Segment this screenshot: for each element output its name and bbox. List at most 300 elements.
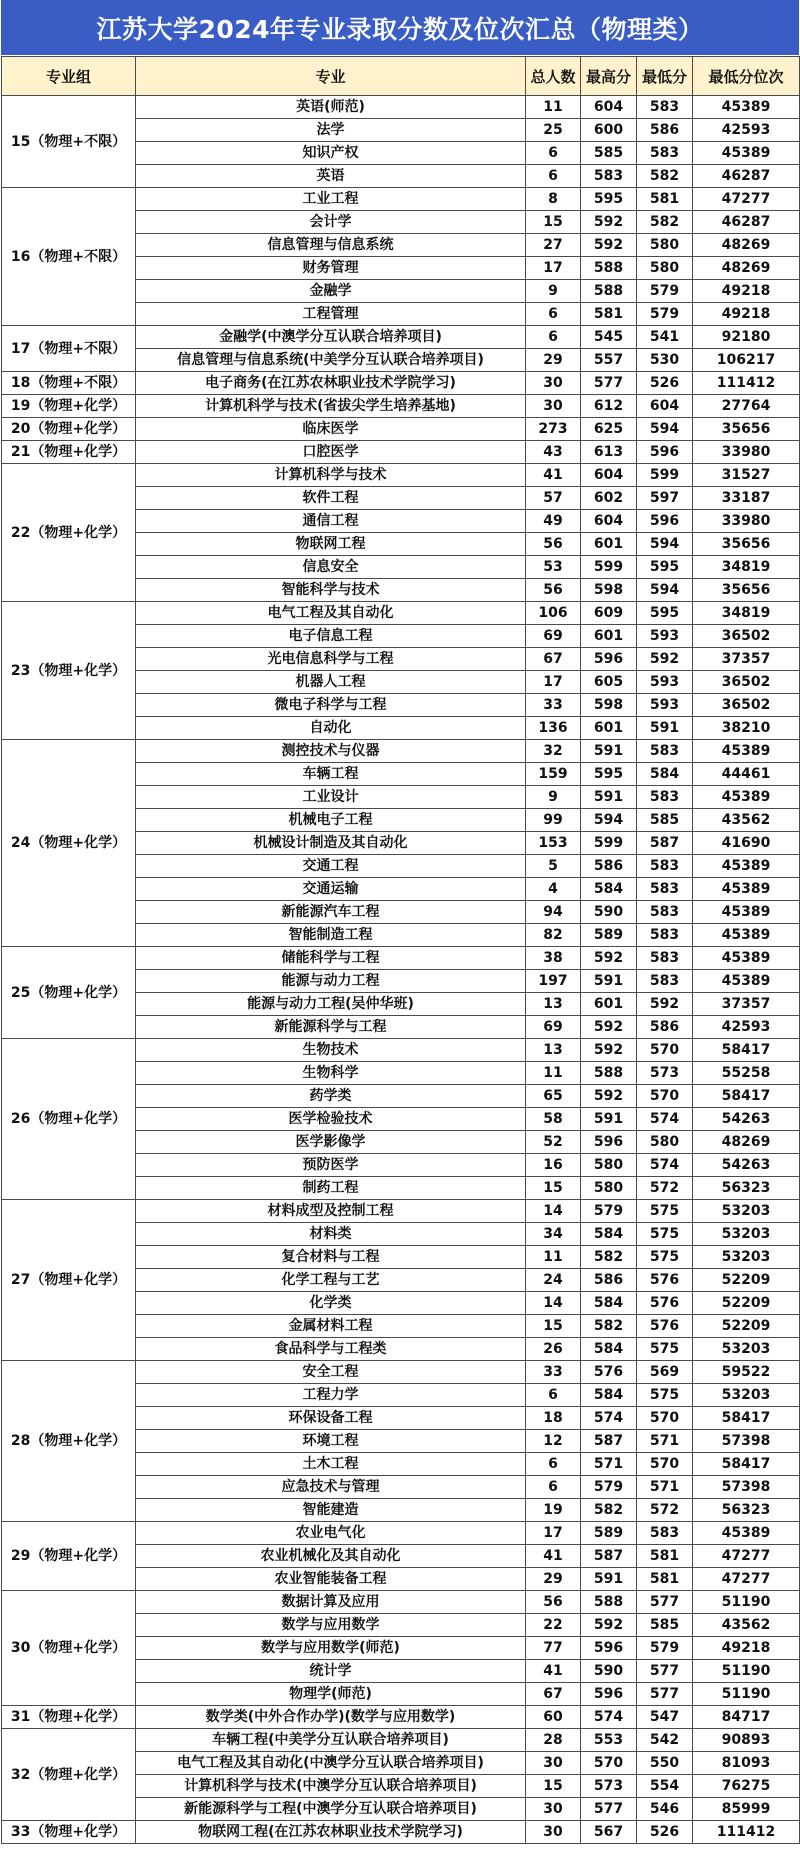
min-score-cell: 592 [637, 648, 693, 671]
min-rank-cell: 52209 [693, 1292, 800, 1315]
major-cell: 新能源汽车工程 [136, 901, 526, 924]
major-cell: 自动化 [136, 717, 526, 740]
min-score-cell: 581 [637, 188, 693, 211]
major-cell: 农业智能装备工程 [136, 1568, 526, 1591]
min-rank-cell: 45389 [693, 901, 800, 924]
major-cell: 统计学 [136, 1660, 526, 1683]
min-score-cell: 582 [637, 211, 693, 234]
min-score-cell: 594 [637, 533, 693, 556]
total-cell: 15 [526, 1177, 581, 1200]
min-rank-cell: 49218 [693, 280, 800, 303]
max-score-cell: 584 [581, 1338, 637, 1361]
min-rank-cell: 53203 [693, 1246, 800, 1269]
total-cell: 99 [526, 809, 581, 832]
major-cell: 农业机械化及其自动化 [136, 1545, 526, 1568]
max-score-cell: 574 [581, 1706, 637, 1729]
major-cell: 数学与应用数学 [136, 1614, 526, 1637]
min-score-cell: 574 [637, 1154, 693, 1177]
major-cell: 数学类(中外合作办学)(数学与应用数学) [136, 1706, 526, 1729]
min-rank-cell: 34819 [693, 556, 800, 579]
total-cell: 13 [526, 1039, 581, 1062]
min-score-cell: 583 [637, 901, 693, 924]
max-score-cell: 567 [581, 1821, 637, 1844]
max-score-cell: 583 [581, 165, 637, 188]
group-cell: 16（物理+不限） [2, 188, 136, 326]
max-score-cell: 576 [581, 1361, 637, 1384]
major-cell: 物理学(师范) [136, 1683, 526, 1706]
max-score-cell: 601 [581, 717, 637, 740]
total-cell: 65 [526, 1085, 581, 1108]
total-cell: 56 [526, 579, 581, 602]
min-rank-cell: 90893 [693, 1729, 800, 1752]
major-cell: 环境工程 [136, 1430, 526, 1453]
total-cell: 12 [526, 1430, 581, 1453]
table-body [2, 96, 800, 1844]
major-cell: 电气工程及其自动化 [136, 602, 526, 625]
total-cell: 30 [526, 1798, 581, 1821]
min-score-cell: 574 [637, 1108, 693, 1131]
max-score-cell: 596 [581, 1637, 637, 1660]
major-cell: 英语(师范) [136, 96, 526, 119]
column-header-group: 专业组 [2, 57, 136, 96]
min-rank-cell: 58417 [693, 1453, 800, 1476]
max-score-cell: 592 [581, 1085, 637, 1108]
max-score-cell: 553 [581, 1729, 637, 1752]
total-cell: 106 [526, 602, 581, 625]
max-score-cell: 591 [581, 786, 637, 809]
major-cell: 工程力学 [136, 1384, 526, 1407]
max-score-cell: 571 [581, 1453, 637, 1476]
max-score-cell: 588 [581, 1062, 637, 1085]
min-rank-cell: 53203 [693, 1384, 800, 1407]
max-score-cell: 589 [581, 924, 637, 947]
total-cell: 6 [526, 142, 581, 165]
max-score-cell: 585 [581, 142, 637, 165]
total-cell: 28 [526, 1729, 581, 1752]
min-score-cell: 571 [637, 1476, 693, 1499]
major-cell: 机械电子工程 [136, 809, 526, 832]
min-rank-cell: 45389 [693, 1522, 800, 1545]
min-score-cell: 579 [637, 1637, 693, 1660]
table-row [2, 740, 800, 763]
total-cell: 5 [526, 855, 581, 878]
min-score-cell: 575 [637, 1338, 693, 1361]
total-cell: 6 [526, 326, 581, 349]
admission-table [1, 56, 800, 1844]
min-score-cell: 593 [637, 671, 693, 694]
min-score-cell: 575 [637, 1200, 693, 1223]
max-score-cell: 582 [581, 1246, 637, 1269]
major-cell: 生物科学 [136, 1062, 526, 1085]
total-cell: 58 [526, 1108, 581, 1131]
min-rank-cell: 45389 [693, 924, 800, 947]
min-rank-cell: 76275 [693, 1775, 800, 1798]
table-row [2, 188, 800, 211]
min-rank-cell: 56323 [693, 1177, 800, 1200]
min-rank-cell: 33980 [693, 510, 800, 533]
table-row [2, 326, 800, 349]
min-score-cell: 595 [637, 556, 693, 579]
min-score-cell: 570 [637, 1453, 693, 1476]
major-cell: 法学 [136, 119, 526, 142]
total-cell: 41 [526, 1660, 581, 1683]
min-rank-cell: 59522 [693, 1361, 800, 1384]
min-rank-cell: 38210 [693, 717, 800, 740]
min-rank-cell: 41690 [693, 832, 800, 855]
major-cell: 生物技术 [136, 1039, 526, 1062]
min-rank-cell: 49218 [693, 1637, 800, 1660]
major-cell: 信息安全 [136, 556, 526, 579]
min-rank-cell: 48269 [693, 257, 800, 280]
min-score-cell: 595 [637, 602, 693, 625]
min-score-cell: 584 [637, 763, 693, 786]
max-score-cell: 588 [581, 280, 637, 303]
min-score-cell: 570 [637, 1407, 693, 1430]
major-cell: 微电子科学与工程 [136, 694, 526, 717]
total-cell: 56 [526, 1591, 581, 1614]
total-cell: 15 [526, 1775, 581, 1798]
min-rank-cell: 85999 [693, 1798, 800, 1821]
major-cell: 通信工程 [136, 510, 526, 533]
max-score-cell: 580 [581, 1154, 637, 1177]
min-score-cell: 582 [637, 165, 693, 188]
min-score-cell: 583 [637, 786, 693, 809]
major-cell: 复合材料与工程 [136, 1246, 526, 1269]
max-score-cell: 592 [581, 211, 637, 234]
min-rank-cell: 45389 [693, 970, 800, 993]
min-score-cell: 580 [637, 234, 693, 257]
major-cell: 软件工程 [136, 487, 526, 510]
total-cell: 15 [526, 1315, 581, 1338]
min-score-cell: 583 [637, 142, 693, 165]
max-score-cell: 591 [581, 1568, 637, 1591]
min-rank-cell: 35656 [693, 533, 800, 556]
max-score-cell: 596 [581, 1683, 637, 1706]
major-cell: 能源与动力工程(吴仲华班) [136, 993, 526, 1016]
total-cell: 25 [526, 119, 581, 142]
major-cell: 信息管理与信息系统 [136, 234, 526, 257]
min-rank-cell: 53203 [693, 1223, 800, 1246]
min-score-cell: 579 [637, 303, 693, 326]
major-cell: 金融学(中澳学分互认联合培养项目) [136, 326, 526, 349]
major-cell: 会计学 [136, 211, 526, 234]
max-score-cell: 598 [581, 694, 637, 717]
max-score-cell: 605 [581, 671, 637, 694]
major-cell: 医学检验技术 [136, 1108, 526, 1131]
total-cell: 57 [526, 487, 581, 510]
min-score-cell: 554 [637, 1775, 693, 1798]
min-score-cell: 591 [637, 717, 693, 740]
group-cell: 17（物理+不限） [2, 326, 136, 372]
min-score-cell: 546 [637, 1798, 693, 1821]
total-cell: 30 [526, 395, 581, 418]
max-score-cell: 590 [581, 1660, 637, 1683]
total-cell: 6 [526, 1476, 581, 1499]
max-score-cell: 601 [581, 993, 637, 1016]
total-cell: 11 [526, 1062, 581, 1085]
max-score-cell: 587 [581, 1545, 637, 1568]
table-row [2, 1361, 800, 1384]
min-score-cell: 570 [637, 1085, 693, 1108]
max-score-cell: 557 [581, 349, 637, 372]
column-header-min-score: 最低分 [637, 57, 693, 96]
total-cell: 6 [526, 1384, 581, 1407]
min-rank-cell: 51190 [693, 1591, 800, 1614]
min-score-cell: 576 [637, 1269, 693, 1292]
total-cell: 17 [526, 257, 581, 280]
major-cell: 知识产权 [136, 142, 526, 165]
max-score-cell: 601 [581, 625, 637, 648]
total-cell: 9 [526, 280, 581, 303]
max-score-cell: 604 [581, 96, 637, 119]
min-score-cell: 576 [637, 1315, 693, 1338]
major-cell: 交通运输 [136, 878, 526, 901]
max-score-cell: 599 [581, 556, 637, 579]
major-cell: 能源与动力工程 [136, 970, 526, 993]
min-rank-cell: 53203 [693, 1200, 800, 1223]
total-cell: 9 [526, 786, 581, 809]
min-score-cell: 583 [637, 924, 693, 947]
min-score-cell: 526 [637, 1821, 693, 1844]
min-score-cell: 583 [637, 1522, 693, 1545]
table-header-row [2, 57, 800, 96]
max-score-cell: 613 [581, 441, 637, 464]
max-score-cell: 589 [581, 1522, 637, 1545]
min-score-cell: 587 [637, 832, 693, 855]
major-cell: 化学工程与工艺 [136, 1269, 526, 1292]
total-cell: 136 [526, 717, 581, 740]
min-rank-cell: 51190 [693, 1683, 800, 1706]
max-score-cell: 581 [581, 303, 637, 326]
min-score-cell: 596 [637, 441, 693, 464]
min-rank-cell: 54263 [693, 1108, 800, 1131]
min-rank-cell: 48269 [693, 1131, 800, 1154]
min-rank-cell: 45389 [693, 878, 800, 901]
total-cell: 4 [526, 878, 581, 901]
min-score-cell: 579 [637, 280, 693, 303]
group-cell: 19（物理+化学） [2, 395, 136, 418]
min-rank-cell: 37357 [693, 993, 800, 1016]
min-rank-cell: 47277 [693, 188, 800, 211]
major-cell: 新能源科学与工程(中澳学分互认联合培养项目) [136, 1798, 526, 1821]
min-score-cell: 569 [637, 1361, 693, 1384]
major-cell: 医学影像学 [136, 1131, 526, 1154]
group-cell: 33（物理+化学） [2, 1821, 136, 1844]
major-cell: 计算机科学与技术(省拔尖学生培养基地) [136, 395, 526, 418]
major-cell: 临床医学 [136, 418, 526, 441]
max-score-cell: 609 [581, 602, 637, 625]
group-cell: 15（物理+不限） [2, 96, 136, 188]
major-cell: 环保设备工程 [136, 1407, 526, 1430]
max-score-cell: 601 [581, 533, 637, 556]
group-cell: 24（物理+化学） [2, 740, 136, 947]
min-rank-cell: 53203 [693, 1338, 800, 1361]
min-rank-cell: 56323 [693, 1499, 800, 1522]
major-cell: 食品科学与工程类 [136, 1338, 526, 1361]
max-score-cell: 596 [581, 1131, 637, 1154]
total-cell: 17 [526, 1522, 581, 1545]
min-score-cell: 526 [637, 372, 693, 395]
major-cell: 智能制造工程 [136, 924, 526, 947]
min-rank-cell: 45389 [693, 947, 800, 970]
table-row [2, 464, 800, 487]
column-header-max-score: 最高分 [581, 57, 637, 96]
max-score-cell: 570 [581, 1752, 637, 1775]
major-cell: 新能源科学与工程 [136, 1016, 526, 1039]
total-cell: 19 [526, 1499, 581, 1522]
major-cell: 化学类 [136, 1292, 526, 1315]
major-cell: 制药工程 [136, 1177, 526, 1200]
min-score-cell: 586 [637, 119, 693, 142]
min-score-cell: 596 [637, 510, 693, 533]
total-cell: 273 [526, 418, 581, 441]
major-cell: 计算机科学与技术(中澳学分互认联合培养项目) [136, 1775, 526, 1798]
group-cell: 20（物理+化学） [2, 418, 136, 441]
max-score-cell: 579 [581, 1476, 637, 1499]
min-score-cell: 593 [637, 694, 693, 717]
max-score-cell: 599 [581, 832, 637, 855]
total-cell: 34 [526, 1223, 581, 1246]
min-score-cell: 572 [637, 1177, 693, 1200]
min-rank-cell: 57398 [693, 1476, 800, 1499]
total-cell: 33 [526, 694, 581, 717]
total-cell: 16 [526, 1154, 581, 1177]
min-score-cell: 550 [637, 1752, 693, 1775]
min-score-cell: 572 [637, 1499, 693, 1522]
min-rank-cell: 43562 [693, 809, 800, 832]
total-cell: 49 [526, 510, 581, 533]
total-cell: 159 [526, 763, 581, 786]
min-rank-cell: 49218 [693, 303, 800, 326]
min-rank-cell: 27764 [693, 395, 800, 418]
max-score-cell: 600 [581, 119, 637, 142]
min-score-cell: 575 [637, 1246, 693, 1269]
total-cell: 52 [526, 1131, 581, 1154]
min-score-cell: 541 [637, 326, 693, 349]
table-row [2, 1591, 800, 1614]
total-cell: 22 [526, 1614, 581, 1637]
major-cell: 工业工程 [136, 188, 526, 211]
major-cell: 电气工程及其自动化(中澳学分互认联合培养项目) [136, 1752, 526, 1775]
group-cell: 28（物理+化学） [2, 1361, 136, 1522]
major-cell: 药学类 [136, 1085, 526, 1108]
max-score-cell: 592 [581, 1039, 637, 1062]
max-score-cell: 590 [581, 901, 637, 924]
max-score-cell: 573 [581, 1775, 637, 1798]
min-score-cell: 583 [637, 96, 693, 119]
min-rank-cell: 34819 [693, 602, 800, 625]
min-rank-cell: 43562 [693, 1614, 800, 1637]
min-rank-cell: 111412 [693, 1821, 800, 1844]
max-score-cell: 582 [581, 1499, 637, 1522]
min-score-cell: 583 [637, 878, 693, 901]
total-cell: 60 [526, 1706, 581, 1729]
table-row [2, 372, 800, 395]
total-cell: 18 [526, 1407, 581, 1430]
min-rank-cell: 92180 [693, 326, 800, 349]
group-cell: 23（物理+化学） [2, 602, 136, 740]
group-cell: 30（物理+化学） [2, 1591, 136, 1706]
major-cell: 英语 [136, 165, 526, 188]
major-cell: 光电信息科学与工程 [136, 648, 526, 671]
min-score-cell: 586 [637, 1016, 693, 1039]
max-score-cell: 577 [581, 372, 637, 395]
major-cell: 材料成型及控制工程 [136, 1200, 526, 1223]
total-cell: 77 [526, 1637, 581, 1660]
min-score-cell: 576 [637, 1292, 693, 1315]
min-score-cell: 585 [637, 1614, 693, 1637]
max-score-cell: 595 [581, 763, 637, 786]
min-score-cell: 597 [637, 487, 693, 510]
major-cell: 金融学 [136, 280, 526, 303]
total-cell: 26 [526, 1338, 581, 1361]
max-score-cell: 580 [581, 1177, 637, 1200]
min-rank-cell: 52209 [693, 1269, 800, 1292]
group-cell: 18（物理+不限） [2, 372, 136, 395]
max-score-cell: 591 [581, 740, 637, 763]
max-score-cell: 598 [581, 579, 637, 602]
min-rank-cell: 58417 [693, 1407, 800, 1430]
min-rank-cell: 33187 [693, 487, 800, 510]
group-cell: 25（物理+化学） [2, 947, 136, 1039]
total-cell: 69 [526, 625, 581, 648]
table-row [2, 1039, 800, 1062]
total-cell: 11 [526, 1246, 581, 1269]
group-cell: 21（物理+化学） [2, 441, 136, 464]
min-rank-cell: 35656 [693, 579, 800, 602]
table-row [2, 947, 800, 970]
total-cell: 82 [526, 924, 581, 947]
max-score-cell: 595 [581, 188, 637, 211]
max-score-cell: 604 [581, 510, 637, 533]
major-cell: 测控技术与仪器 [136, 740, 526, 763]
max-score-cell: 592 [581, 1016, 637, 1039]
major-cell: 安全工程 [136, 1361, 526, 1384]
min-rank-cell: 54263 [693, 1154, 800, 1177]
table-row [2, 602, 800, 625]
max-score-cell: 612 [581, 395, 637, 418]
major-cell: 计算机科学与技术 [136, 464, 526, 487]
total-cell: 29 [526, 1568, 581, 1591]
min-rank-cell: 57398 [693, 1430, 800, 1453]
min-rank-cell: 36502 [693, 625, 800, 648]
min-score-cell: 581 [637, 1568, 693, 1591]
min-rank-cell: 45389 [693, 96, 800, 119]
column-header-min-rank: 最低分位次 [693, 57, 800, 96]
major-cell: 物联网工程(在江苏农林职业技术学院学习) [136, 1821, 526, 1844]
max-score-cell: 588 [581, 1591, 637, 1614]
table-row [2, 395, 800, 418]
min-score-cell: 604 [637, 395, 693, 418]
table-row [2, 1821, 800, 1844]
major-cell: 车辆工程 [136, 763, 526, 786]
total-cell: 67 [526, 1683, 581, 1706]
min-rank-cell: 45389 [693, 142, 800, 165]
table-row [2, 1706, 800, 1729]
max-score-cell: 574 [581, 1407, 637, 1430]
min-rank-cell: 55258 [693, 1062, 800, 1085]
major-cell: 车辆工程(中美学分互认联合培养项目) [136, 1729, 526, 1752]
min-score-cell: 580 [637, 1131, 693, 1154]
max-score-cell: 591 [581, 970, 637, 993]
major-cell: 应急技术与管理 [136, 1476, 526, 1499]
min-score-cell: 575 [637, 1223, 693, 1246]
total-cell: 6 [526, 303, 581, 326]
table-row [2, 1522, 800, 1545]
table-row [2, 1729, 800, 1752]
group-cell: 29（物理+化学） [2, 1522, 136, 1591]
min-score-cell: 573 [637, 1062, 693, 1085]
